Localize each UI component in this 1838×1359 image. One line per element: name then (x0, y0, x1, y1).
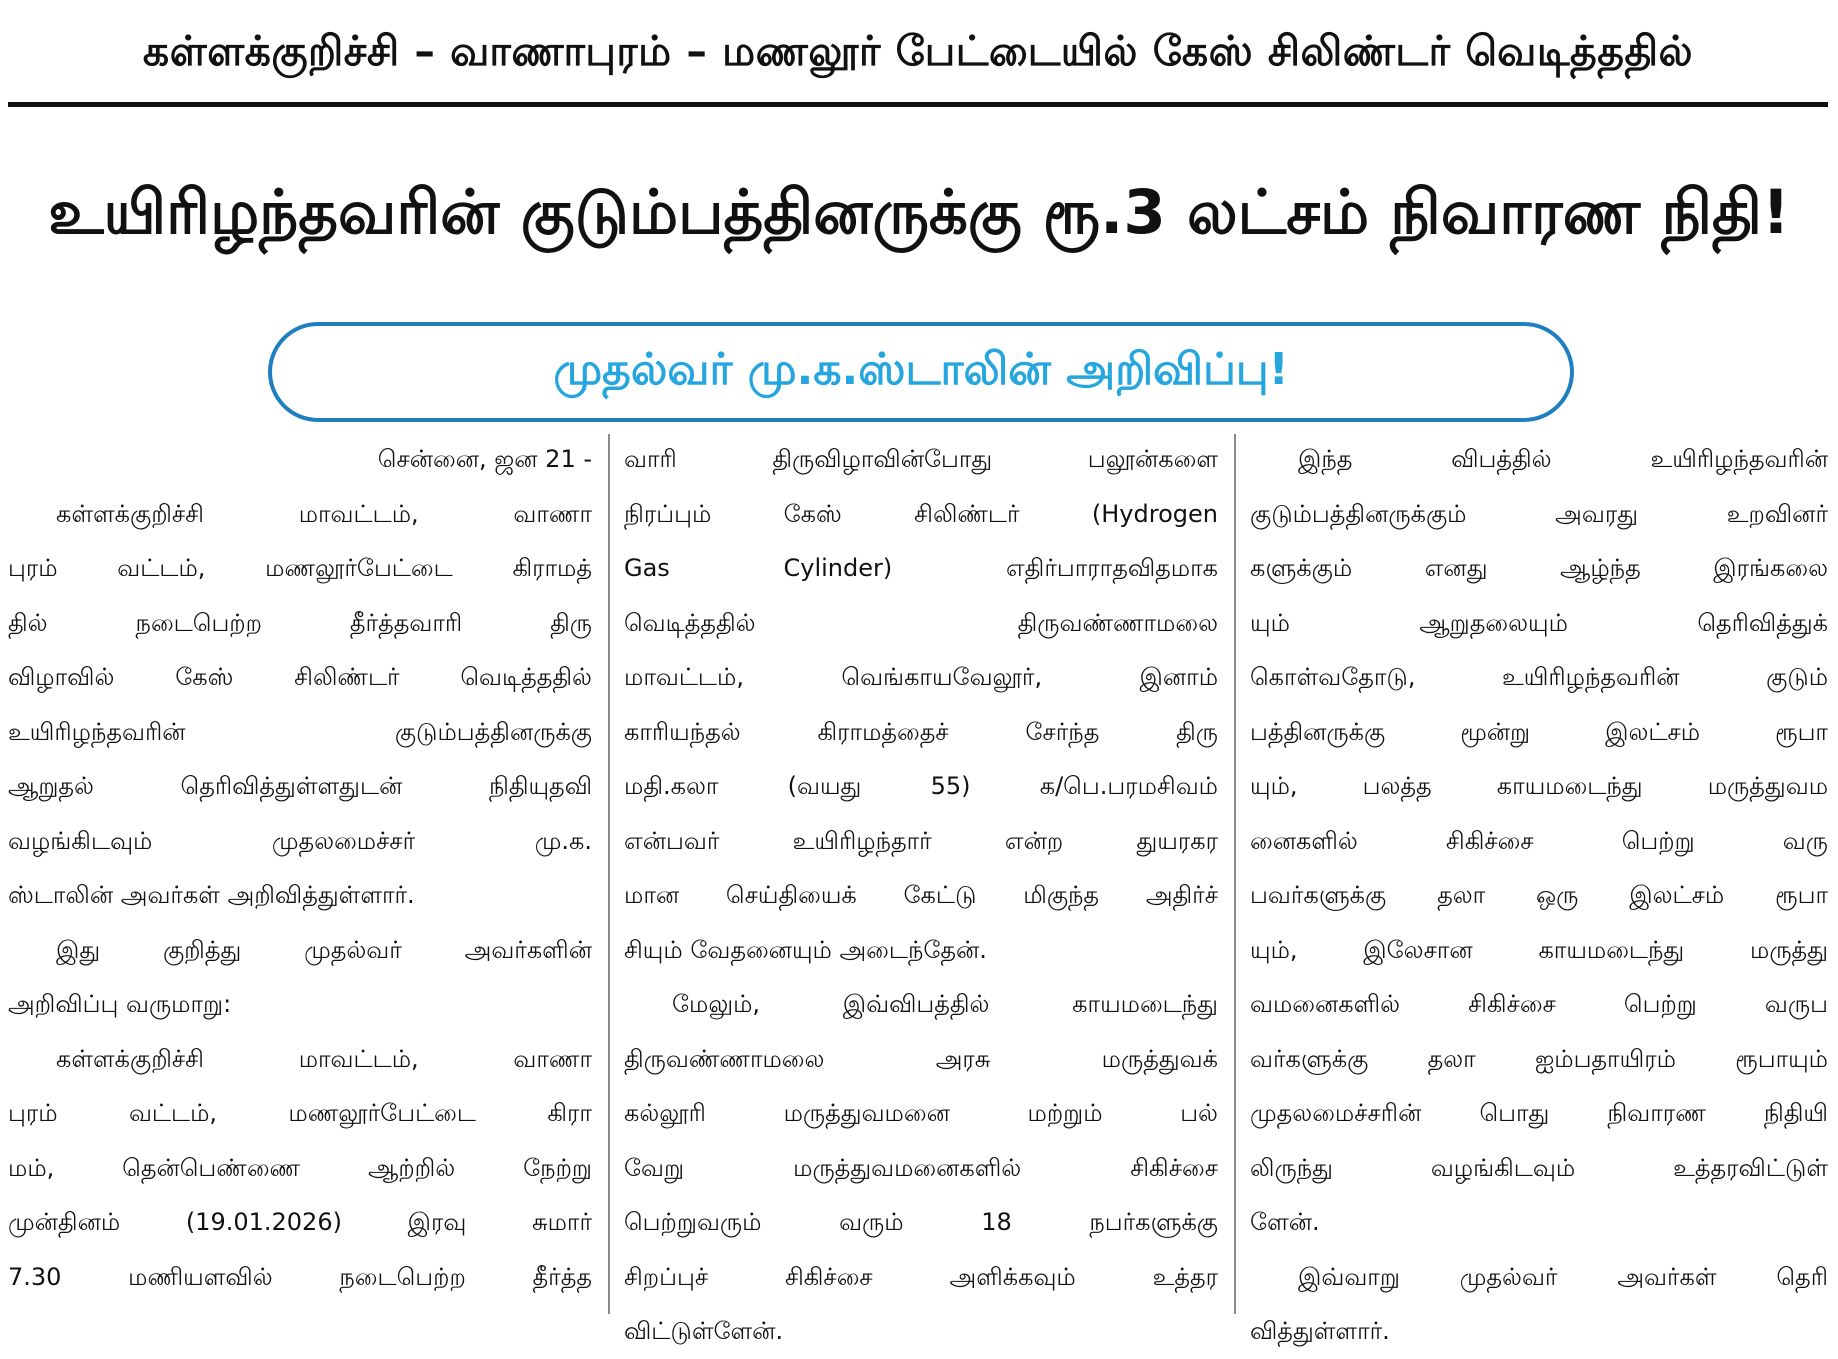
article-line: மம், தென்பெண்ணை ஆற்றில் நேற்று (8, 1153, 592, 1182)
article-line: இவ்வாறு முதல்வர் அவர்கள் தெரி (1298, 1262, 1828, 1291)
article-column-1 (8, 432, 592, 1322)
article-line: வழங்கிடவும் முதலமைச்சர் மு.க. (8, 826, 592, 855)
article-line: விழாவில் கேஸ் சிலிண்டர் வெடித்ததில் (8, 663, 592, 691)
article-line: இந்த விபத்தில் உயிரிழந்தவரின் (1298, 445, 1828, 473)
article-line: களுக்கும் எனது ஆழ்ந்த இரங்கலை (1250, 554, 1828, 582)
article-line: கொள்வதோடு, உயிரிழந்தவரின் குடும் (1250, 663, 1828, 691)
article-line: முதலமைச்சரின் பொது நிவாரண நிதியி (1250, 1099, 1828, 1127)
article-line: முன்தினம் (19.01.2026) இரவு சுமார் (8, 1208, 592, 1236)
article-line: னைகளில் சிகிச்சை பெற்று வரு (1250, 826, 1828, 855)
article-line: வித்துள்ளார். (1250, 1317, 1390, 1345)
article-line: குடும்பத்தினருக்கும் அவரது உறவினர் (1250, 499, 1828, 528)
article-line: சியும் வேதனையும் அடைந்தேன். (624, 935, 987, 964)
article-line: யும், இலேசான காயமடைந்து மருத்து (1250, 935, 1828, 964)
article-line: புரம் வட்டம், மணலூர்பேட்டை கிரா (8, 1099, 592, 1127)
article-line: நிரப்பும் கேஸ் சிலிண்டர் (Hydrogen (624, 499, 1218, 528)
article-column-2 (624, 432, 1218, 1345)
article-line: இது குறித்து முதல்வர் அவர்களின் (56, 935, 592, 964)
article-line: அறிவிப்பு வருமாறு: (8, 990, 232, 1018)
article-line: புரம் வட்டம், மணலூர்பேட்டை கிராமத் (8, 554, 592, 582)
article-line: மேலும், இவ்விபத்தில் காயமடைந்து (672, 990, 1218, 1018)
article-line: காரியந்தல் கிராமத்தைச் சேர்ந்த திரு (624, 717, 1218, 746)
article-line: தில் நடைபெற்ற தீர்த்தவாரி திரு (8, 608, 592, 637)
article-line: உயிரிழந்தவரின் குடும்பத்தினருக்கு (8, 717, 592, 746)
main-headline: உயிரிழந்தவரின் குடும்பத்தினருக்கு ரூ.3 லட்சம் நிவாரண நிதி! (48, 176, 1790, 248)
article-line: ளேன். (1250, 1208, 1320, 1236)
article-line: பவர்களுக்கு தலா ஒரு இலட்சம் ரூபா (1250, 881, 1828, 909)
article-line: விட்டுள்ளேன். (624, 1317, 784, 1345)
article-column-3 (1250, 432, 1828, 1345)
article-line: வாரி திருவிழாவின்போது பலூன்களை (624, 445, 1218, 473)
article-line: கள்ளக்குறிச்சி மாவட்டம், வாணா (56, 1044, 592, 1073)
kicker-headline: கள்ளக்குறிச்சி – வாணாபுரம் – மணலூர் பேட்டையில் கேஸ் சிலிண்டர் வெடித்ததில் (8, 6, 1828, 107)
article-line: சிறப்புச் சிகிச்சை அளிக்கவும் உத்தர (624, 1262, 1218, 1291)
article-line: கல்லூரி மருத்துவமனை மற்றும் பல் (624, 1099, 1218, 1127)
article-line: வமனைகளில் சிகிச்சை பெற்று வருப (1250, 990, 1828, 1018)
article-line: வர்களுக்கு தலா ஐம்பதாயிரம் ரூபாயும் (1250, 1044, 1828, 1073)
article-line: பத்தினருக்கு மூன்று இலட்சம் ரூபா (1250, 717, 1828, 746)
article-line: யும் ஆறுதலையும் தெரிவித்துக் (1250, 608, 1828, 637)
article-line: மான செய்தியைக் கேட்டு மிகுந்த அதிர்ச் (624, 881, 1218, 909)
article-line: லிருந்து வழங்கிடவும் உத்தரவிட்டுள் (1250, 1153, 1828, 1182)
article-line: வேறு மருத்துவமனைகளில் சிகிச்சை (624, 1153, 1218, 1182)
column-divider (608, 434, 610, 1314)
subheadline-banner: முதல்வர் மு.க.ஸ்டாலின் அறிவிப்பு! (268, 322, 1574, 422)
article-line: திருவண்ணாமலை அரசு மருத்துவக் (624, 1044, 1218, 1073)
article-line: 7.30 மணியளவில் நடைபெற்ற தீர்த்த (8, 1262, 592, 1291)
article-line: Gas Cylinder) எதிர்பாராதவிதமாக (624, 554, 1218, 582)
article-line: என்பவர் உயிரிழந்தார் என்ற துயரகர (624, 826, 1218, 855)
article-line: மதி.கலா (வயது 55) க/பெ.பரமசிவம் (624, 772, 1218, 800)
article-line: யும், பலத்த காயமடைந்து மருத்துவம (1250, 772, 1828, 800)
article-line: ஆறுதல் தெரிவித்துள்ளதுடன் நிதியுதவி (8, 772, 592, 800)
article-line: கள்ளக்குறிச்சி மாவட்டம், வாணா (56, 499, 592, 528)
article-line: வெடித்ததில் திருவண்ணாமலை (624, 608, 1218, 637)
dateline: சென்னை, ஜன 21 - (377, 445, 592, 473)
article-line: மாவட்டம், வெங்காயவேலூர், இனாம் (624, 663, 1218, 691)
article-line: பெற்றுவரும் வரும் 18 நபர்களுக்கு (624, 1208, 1218, 1236)
article-line: ஸ்டாலின் அவர்கள் அறிவித்துள்ளார். (8, 881, 415, 909)
column-divider (1234, 434, 1236, 1314)
